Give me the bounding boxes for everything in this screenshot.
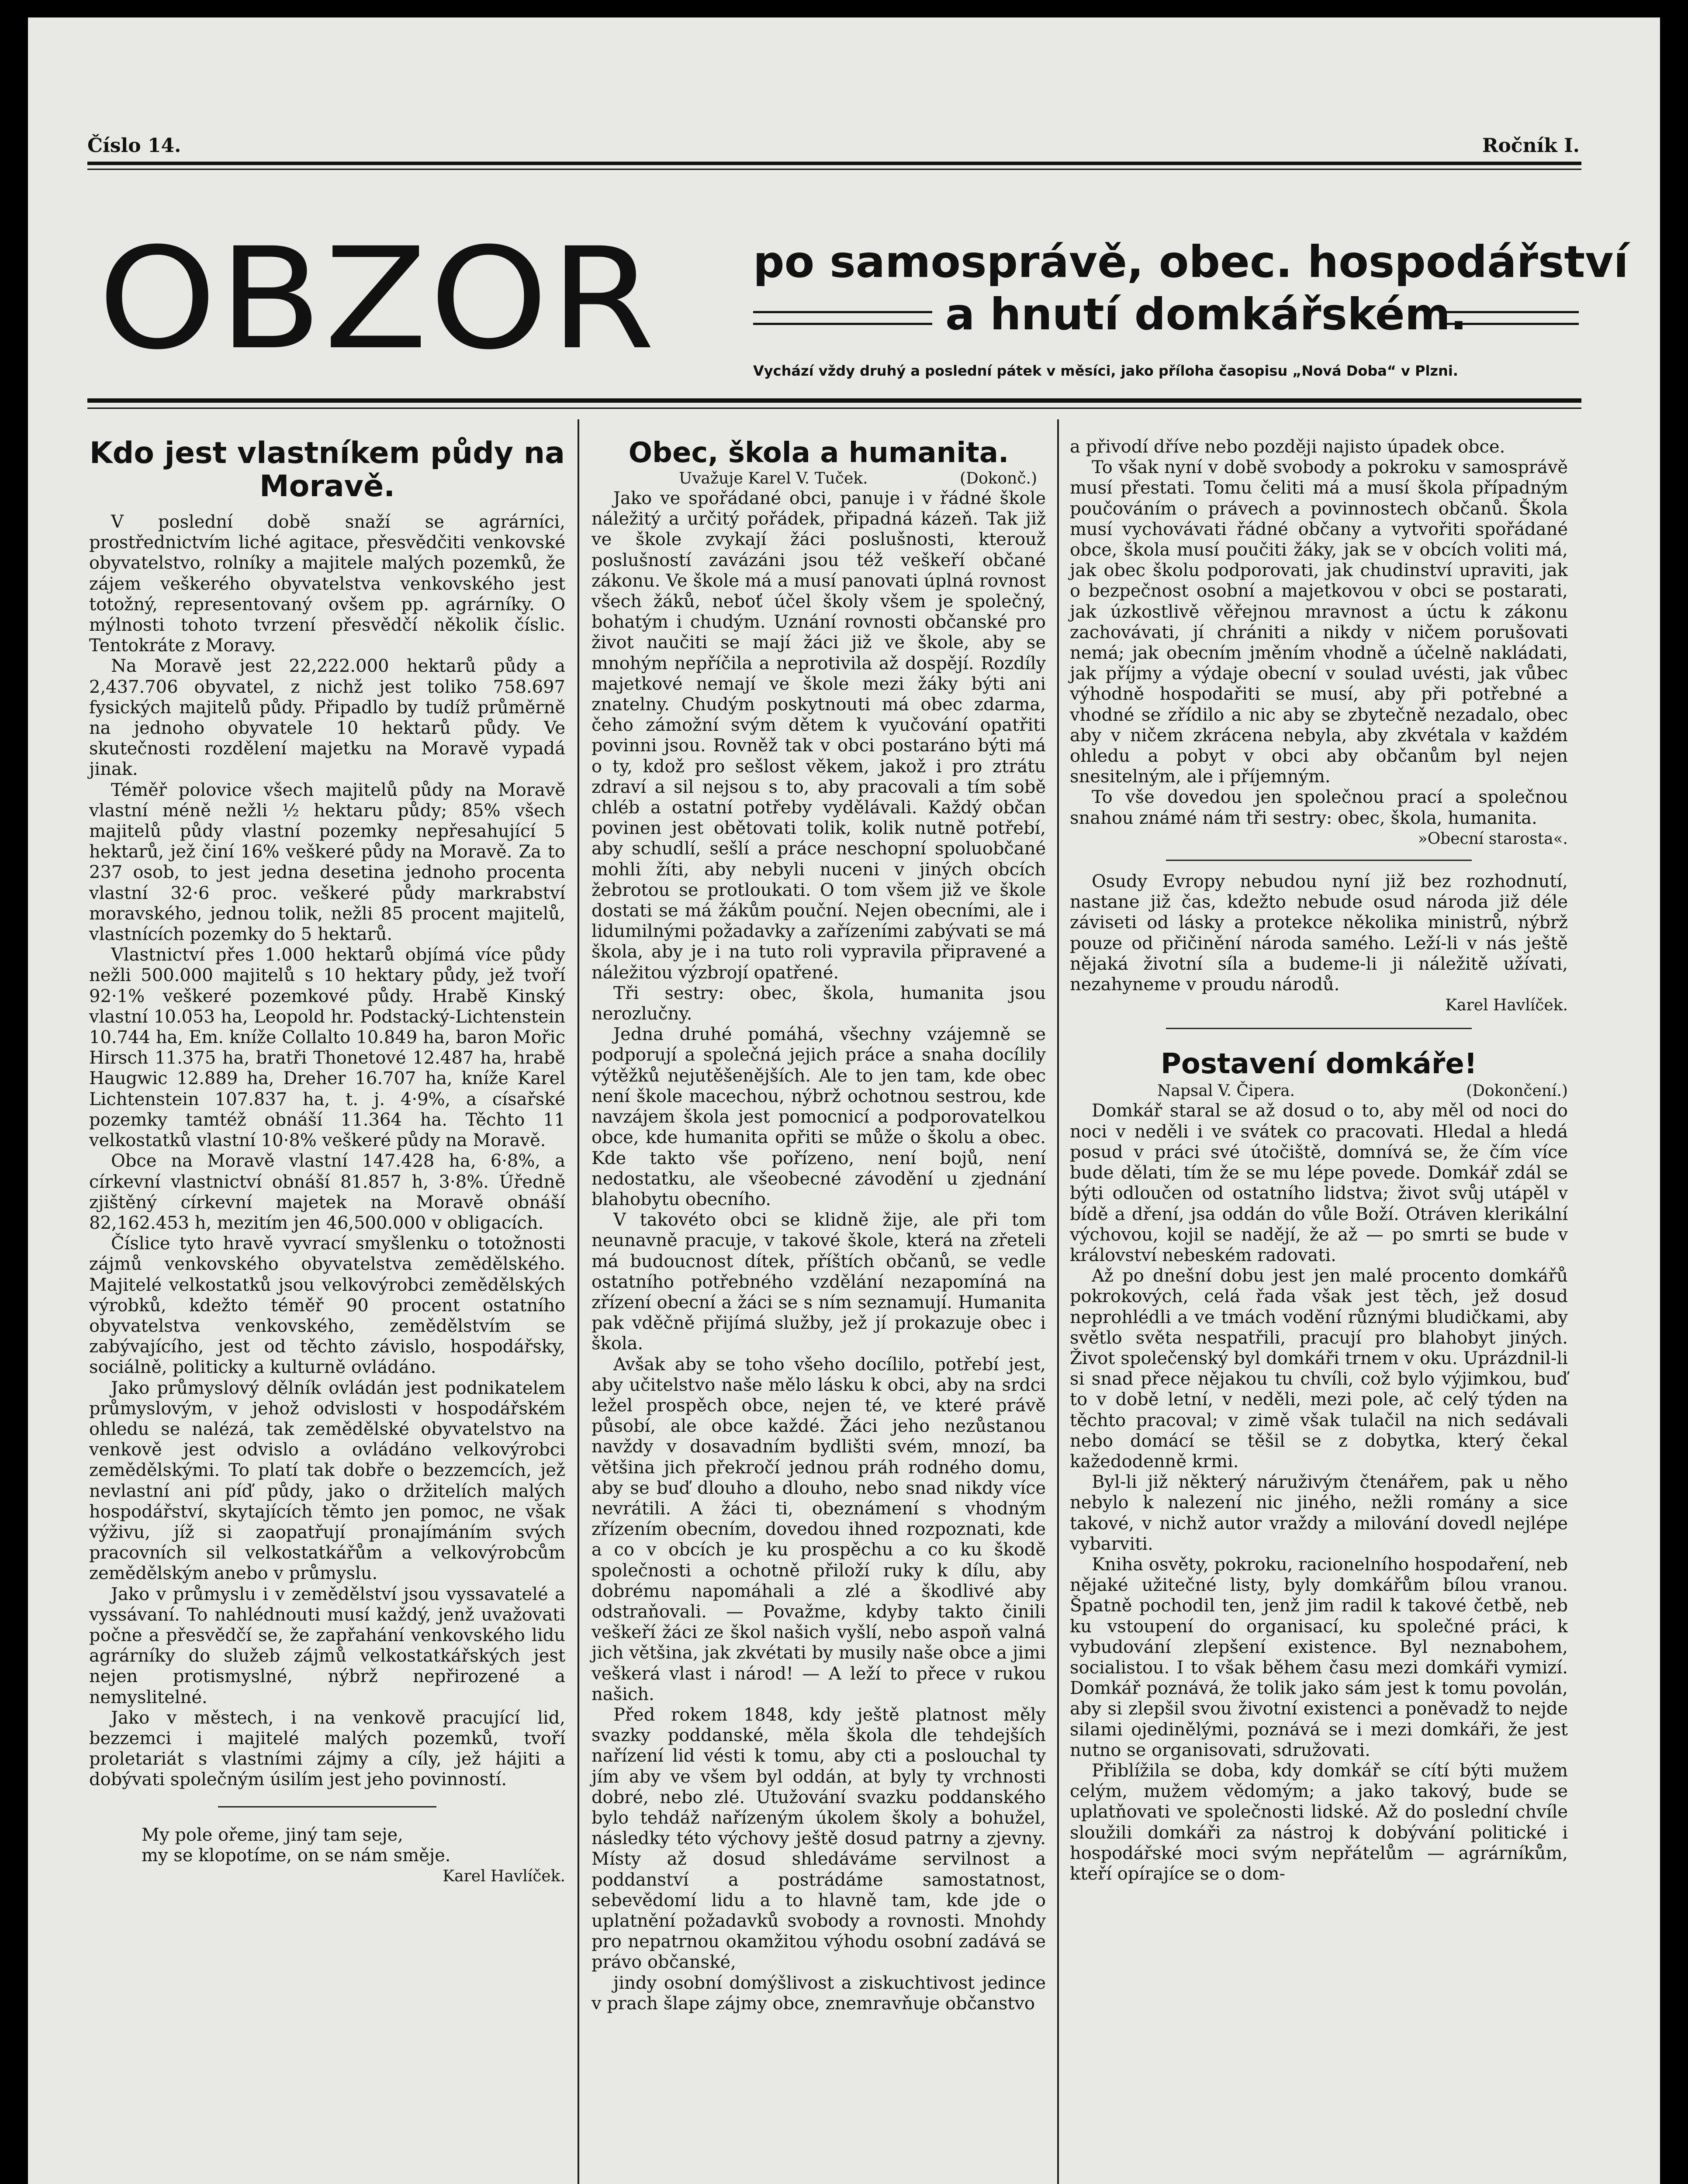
- article-title-school: Obec, škola a humanita.: [628, 437, 1009, 469]
- article-paragraph: Až po dnešní dobu jest jen malé procento domkářů pokrokových, celá řada však jest těch, jež dosud neprohlédli a ve tmách vodění různými bludičkami, aby světlo světa nespatřili, pracují pro blahobyt jiných. Život společenský byl domkáři trnem v oku. Uprázdnil-li si snad přece nějakou tu chvíli, což bylo výjimkou, buď to v době letní, v neděli, mezi pole, ač celý týden na těchto pracoval; v zimě však tulačil na nich sedávali nebo domácí se těšil se z dobytka, který čekal kažedodenně krmi.: [1070, 1266, 1568, 1472]
- article-paragraph: Vlastnictví přes 1.000 hektarů objímá více půdy nežli 500.000 majitelů s 10 hektary půdy, jež tvoří 92·1% veškeré pozemkové půdy. Hrabě Kinský vlastní 10.053 ha, Leopold hr. Podstacký-Lichtenstein 10.744 ha, Em. kníže Collalto 10.849 ha, baron Mořic Hirsch 11.375 ha, bratři Thonetové 12.487 ha, hrabě Haugwic 12.889 ha, Dreher 16.707 ha, kníže Karel Lichtenstein 107.837 ha, t. j. 4·9%, a císařské pozemky tamtéž obnáší 11.364 ha. Těchto 11 velkostatků vlastní 10·8% veškeré půdy na Moravě.: [89, 945, 565, 1151]
- article-paragraph: To však nyní v době svobody a pokroku v samosprávě musí přestati. Tomu čeliti má a musí škola případným poučováním o právech a povinnostech občanů. Škola musí vychovávati řádné občany a vytvořiti spořádané obce, škola musí poučiti žáky, jak se v obcích voliti má, jak obec školu podporovati, jak chudinství upraviti, jak o bezpečnost osobní a majetkovou v obci se postarati, jak úzkostlivě věřejnou mravnost a úctu k zákonu zachovávati, jí chrániti a nikdy v ničem porušovati nemá; jak obecním jměním vhodně a účelně nakládati, jak příjmy a výdaje obecní v soulad uvésti, jak vůbec výhodně hospodařiti se musí, aby při potřebné a vhodné se zřídilo a nic aby se zbytečně nezadalo, obec aby v ničem zkrácena nebyla, aby zkvétala v každém ohledu a pobyt v obci aby občanům byl nejen snesitelným, ale i příjemným.: [1070, 457, 1568, 787]
- header-rule-top-thin: [87, 169, 1581, 170]
- article-title-house-owners: Postavení domkáře!: [1160, 1048, 1477, 1081]
- article-paragraph: To vše dovedou jen společnou prací a společnou snahou známé nám tři sestry: obec, škola, humanita.: [1070, 787, 1568, 828]
- byline-continued: (Dokonč.): [960, 470, 1037, 487]
- article-paragraph: Jako v průmyslu i v zemědělství jsou vyssavatelé a vyssávaní. To nahlédnouti musí každý, jenž uvažovati počne a přesvědčí se, že zapřahání venkovského lidu agrárníky do služeb zájmů velkostatkářských jest nejen protismyslné, nýbrž nepřirozené a nemyslitelné.: [89, 1584, 565, 1707]
- header-rule-bottom-thin: [87, 408, 1581, 409]
- column-3: [1070, 437, 1568, 1884]
- article-title-ownership: Kdo jest vlastníkem půdy na Moravě.: [89, 436, 565, 504]
- column-divider-2: [1057, 419, 1059, 2184]
- issue-bar: [87, 135, 1580, 155]
- article-byline: [1070, 1082, 1568, 1101]
- article-paragraph: Byl-li již některý náruživým čtenářem, pak u něho nebylo k nalezení nic jiného, nežli romány a sice takové, v nichž autor vraždy a milování dovedl nejlépe vybarviti.: [1070, 1472, 1568, 1554]
- article-byline: [591, 469, 1046, 488]
- article-paragraph: a přivodí dříve nebo později najisto úpadek obce.: [1070, 437, 1505, 457]
- article-paragraph: Jako ve spořádané obci, panuje i v řádné škole náležitý a určitý pořádek, připadná kázeň. Tak již ve škole zvykají žáci poslušnosti, kterouž poslušností zavázáni jsou též veškeří občané zákonu. Ve škole má a musí panovati úplná rovnost všech žáků, neboť účel školy všem je společný, bohatým i chudým. Uznání rovnosti občanské pro život naučiti se mají žáci již ve škole, aby se mnohým nepříčila a neprotivila až dospějí. Rozdíly majetkové nemají ve škole mezi žáky býti ani znatelny. Chudým poskytnouti má obec zdarma, čeho zámožní svým dětem k vyučování opatřiti povinni jsou. Rovněž tak v obci postaráno býti má o ty, kdož pro sešlost věkem, jakož i pro ztrátu zdraví a sil nejsou s to, aby pracovali a tím sobě chléb a ostatní potřeby vydělávali. Každý občan povinen jest obětovati tolik, kolik nutně potřebí, aby schudlí, sešlí a práce neschopní spoluobčané mohli žíti, aby nebyli nuceni v jiných obcích žebrotou se protloukati. O tom všem již ve škole dostati se má žákům pouční. Nejen obecními, ale i lidumilnými požadavky a zařízeními zabývati se má škola, aby je i na tuto roli vypravila připravené a náležitou výzbrojí opatřené.: [591, 488, 1046, 983]
- article-paragraph: Téměř polovice všech majitelů půdy na Moravě vlastní méně nežli ½ hektaru půdy; 85% všech majitelů půdy vlastní pozemky nepřesahující 5 hektarů, jež činí 16% veškeré půdy na Moravě. Za to 237 osob, to jest jedna desetina jednoho procenta vlastní 32·6 proc. veškeré půdy markrabství moravského, jednou tolik, nežli 85 procent majitelů, vlastnících pozemky do 5 hektarů.: [89, 780, 565, 945]
- quote-paragraph: Osudy Evropy nebudou nyní již bez rozhodnutí, nastane již čas, kdežto nebude osud národa již déle záviseti od lásky a protekce několika ministrů, nýbrž pouze od přičinění národa samého. Leží-li v nás ještě nějaká životní síla a budeme-li ji náležitě užívati, nezahyneme v proudu národů.: [1070, 871, 1568, 995]
- closing-verse: [89, 1825, 565, 1887]
- article-paragraph: Jako průmyslový dělník ovládán jest podnikatelem průmyslovým, v jehož odvislosti v hospodářském ohledu se nalézá, tak zemědělské obyvatelstvo na venkově jest odvislo a ovládáno velkovýrobci zemědělskými. To platí tak dobře o bezzemcích, jež nevlastní ani píď půdy, jako o držitelích malých hospodářství, skytajících těmto jen pomoc, ne však výživu, jíž si zaopatřují pronajímáním svých pracovních sil velkostatkářům a velkovýrobcům zemědělským anebo v průmyslu.: [89, 1378, 565, 1584]
- article-paragraph: Před rokem 1848, kdy ještě platnost měly svazky poddanské, měla škola dle tehdejších nařízení lid vésti k tomu, aby cti a poslouchal ty jím aby ve všem byl oddán, at byly ty vrchnosti dobré, nebo zlé. Utužování svazku poddanského bylo tehdáž nařízeným úkolem školy a bohužel, následky této výchovy ještě dosud patrny a zjevny. Místy až dosud shledáváme servilnost a poddanství a postrádáme samostatnost, sebevědomí lidu a to hlavně tam, kde jde o uplatnění požadavků svobody a rovnosti. Mnohdy pro nepatrnou okamžitou výhodu osobní zadává se právo občanské,: [591, 1704, 1046, 1973]
- section-separator: [1166, 860, 1472, 861]
- column-signature: »Obecní starosta«.: [1418, 829, 1568, 848]
- masthead-title: OBZOR: [98, 218, 657, 380]
- article-paragraph: Přiblížila se doba, kdy domkář se cítí býti mužem celým, mužem vědomým; a jako takový, bude se uplatňovati ve společnosti lidské. Až do poslední chvíle sloužili domkáři za nástroj k dobývání politické i hospodářské moci svým nepřátelům — agrárníkům, kteří opírajíce se o dom-: [1070, 1760, 1568, 1884]
- quote-author: Karel Havlíček.: [1445, 996, 1568, 1015]
- issue-number: Číslo 14.: [87, 135, 181, 157]
- column-1: [89, 437, 565, 1887]
- article-paragraph: Tři sestry: obec, škola, humanita jsou nerozlučny.: [591, 983, 1046, 1024]
- article-paragraph: Avšak aby se toho všeho docílilo, potřebí jest, aby učitelstvo naše mělo lásku k obci, aby na srdci ležel prospěch obce, nejen té, ve které právě působí, ale obce každé. Žáci jeho nezůstanou navždy v dosavadním bydlišti svém, mnozí, ba většina jich překročí jednou práh rodného domu, aby se buď dlouho a dlouho, nebo snad nikdy více nevrátili. A žáci ti, obeznámení s vhodným zřízením obecním, dovedou ihned rozpoznati, kde a co v obcích je ku prospěchu a co ku škodě společnosti a ochotně přiloží ruky k dílu, aby dobrému napomáhali a zlé a škodlivé aby odstraňovali. — Považme, kdyby takto činili veškeří žáci ze škol našich vyšlí, nebo aspoň valná jich většina, jak zkvétati by musily naše obce a jimi veškerá vlast i národ! — A leží to přece v rukou našich.: [591, 1354, 1046, 1704]
- volume-number: Ročník I.: [1482, 135, 1580, 157]
- section-separator: [1166, 1028, 1472, 1029]
- article-paragraph: Obce na Moravě vlastní 147.428 ha, 6·8%, a církevní vlastnictví obnáší 81.857 h, 3·8%. Úředně zjištěný církevní majetek na Moravě obnáší 82,162.453 h, mezitím jen 46,500.000 v obligacích.: [89, 1151, 565, 1233]
- article-paragraph: Číslice tyto hravě vyvrací smyšlenku o totožnosti zájmů venkovského obyvatelstva zemědělského. Majitelé velkostatků jsou velkovýrobci zemědělských výrobků, kdežto téměř 90 procent ostatního obyvatelstva venkovského, zemědělstvím se zabývajícího, jest od těchto závislo, hospodářsky, sociálně, politicky a kulturně ovládáno.: [89, 1234, 565, 1378]
- masthead-subtitle-line2: a hnutí domkářském.: [945, 289, 1467, 340]
- column-divider-1: [578, 419, 579, 2184]
- masthead-subtitle-line1: po samosprávě, obec. hospodářství: [753, 236, 1629, 287]
- byline-author: Napsal V. Čipera.: [1157, 1082, 1295, 1100]
- verse-line: My pole ořeme, jiný tam seje,: [142, 1825, 403, 1845]
- poem-separator: [218, 1806, 436, 1807]
- article-paragraph: Jedna druhé pomáhá, všechny vzájemně se podporují a společná jejich práce a snaha docílily výtěžků nejutěšenějších. Ale to jen tam, kde obec není škole macechou, nýbrž ochotnou sestrou, kde navzájem škola jest pomocnicí a podporovatelkou obce, kde humanita opřiti se může o školu a obec. Kde takto vše pořízeno, není bojů, není nedostatku, ale všeobecné závodění u zjednání blahobytu obecního.: [591, 1024, 1046, 1209]
- article-paragraph: jindy osobní domýšlivost a ziskuchtivost jedince v prach šlape zájmy obce, znemravňuje občanstvo: [591, 1973, 1046, 2014]
- article-paragraph: V takovéto obci se klidně žije, ale při tom neunavně pracuje, v takové škole, která na zřeteli má budoucnost dítek, příštích občanů, se vedle ostatního potřebného vzdělání nezapomíná na zřízení obecní a žáci se s ním seznamují. Humanita pak vděčně přijímá služby, jež jí prokazuje obec i škola.: [591, 1210, 1046, 1354]
- header-rule-top: [87, 162, 1581, 165]
- article-paragraph: Na Moravě jest 22,222.000 hektarů půdy a 2,437.706 obyvatel, z nichž jest toliko 758.697 fysických majitelů půdy. Připadlo by tudíž průměrně na jednoho obyvatele 10 hektarů půdy. Ve skutečnosti rozdělení majetku na Moravě vypadá jinak.: [89, 656, 565, 780]
- byline-continued: (Dokončení.): [1466, 1082, 1568, 1100]
- article-paragraph: Jako v městech, i na venkově pracující lid, bezzemci i majitelé malých pozemků, tvoří proletariát s vlastními zájmy a cíly, jež hájiti a dobývati společným úsilím jest jeho povinností.: [89, 1707, 565, 1790]
- masthead-ornament-left: [753, 311, 932, 325]
- masthead-ornament-right: [1443, 311, 1579, 325]
- verse-author: Karel Havlíček.: [443, 1867, 565, 1885]
- article-paragraph: V poslední době snaží se agrárníci, prostřednictvím liché agitace, přesvědčiti venkovské obyvatelstvo, rolníky a majitele malých pozemků, že zájem veškerého obyvatelstva venkovského jest totožný, representovaný ovšem pp. agrárníky. O mýlnosti tohoto tvrzení přesvědčí několik číslic. Tentokráte z Moravy.: [89, 512, 565, 656]
- header-rule-bottom: [87, 398, 1581, 403]
- column-2: [591, 437, 1046, 2014]
- newspaper-page: [28, 17, 1660, 2184]
- article-paragraph: Domkář staral se až dosud o to, aby měl od noci do noci v neděli i ve svátek co pracovati. Hledal a hledá posud v práci své útočiště, domnívá se, že čím více bude dělati, tím že se mu lépe povede. Domkář zdál se býti odloučen od ostatního lidstva; život svůj utápěl v bídě a dření, jsa oddán do vůle Boží. Otráven klerikální výchovou, kojil se nadějí, že až — po smrti se bude v království nebeském radovati.: [1070, 1101, 1568, 1265]
- article-paragraph: Kniha osvěty, pokroku, racionelního hospodaření, neb nějaké užitečné listy, byly domkářům bílou vranou. Špatně pochodil ten, jenž jim radil k takové četbě, neb ku vstoupení do organisací, ku společné práci, k vybudování zlepšení existence. Byl neznabohem, socialistou. I to však během času mezi domkáři vymizí. Domkář poznává, že tolik jako sám jest k tomu povolán, aby si zlepšil svou životní existenci a poněvadž to nejde silami ojedinělými, poznává se i mezi domkáři, že jest nutno se organisovati, sdružovati.: [1070, 1554, 1568, 1760]
- byline-author: Uvažuje Karel V. Tuček.: [679, 470, 868, 487]
- verse-line: my se klopotíme, on se nám směje.: [142, 1845, 451, 1866]
- masthead-publication-note: Vychází vždy druhý a poslední pátek v měsíci, jako příloha časopisu „Nová Doba“ v Plzni.: [753, 363, 1458, 379]
